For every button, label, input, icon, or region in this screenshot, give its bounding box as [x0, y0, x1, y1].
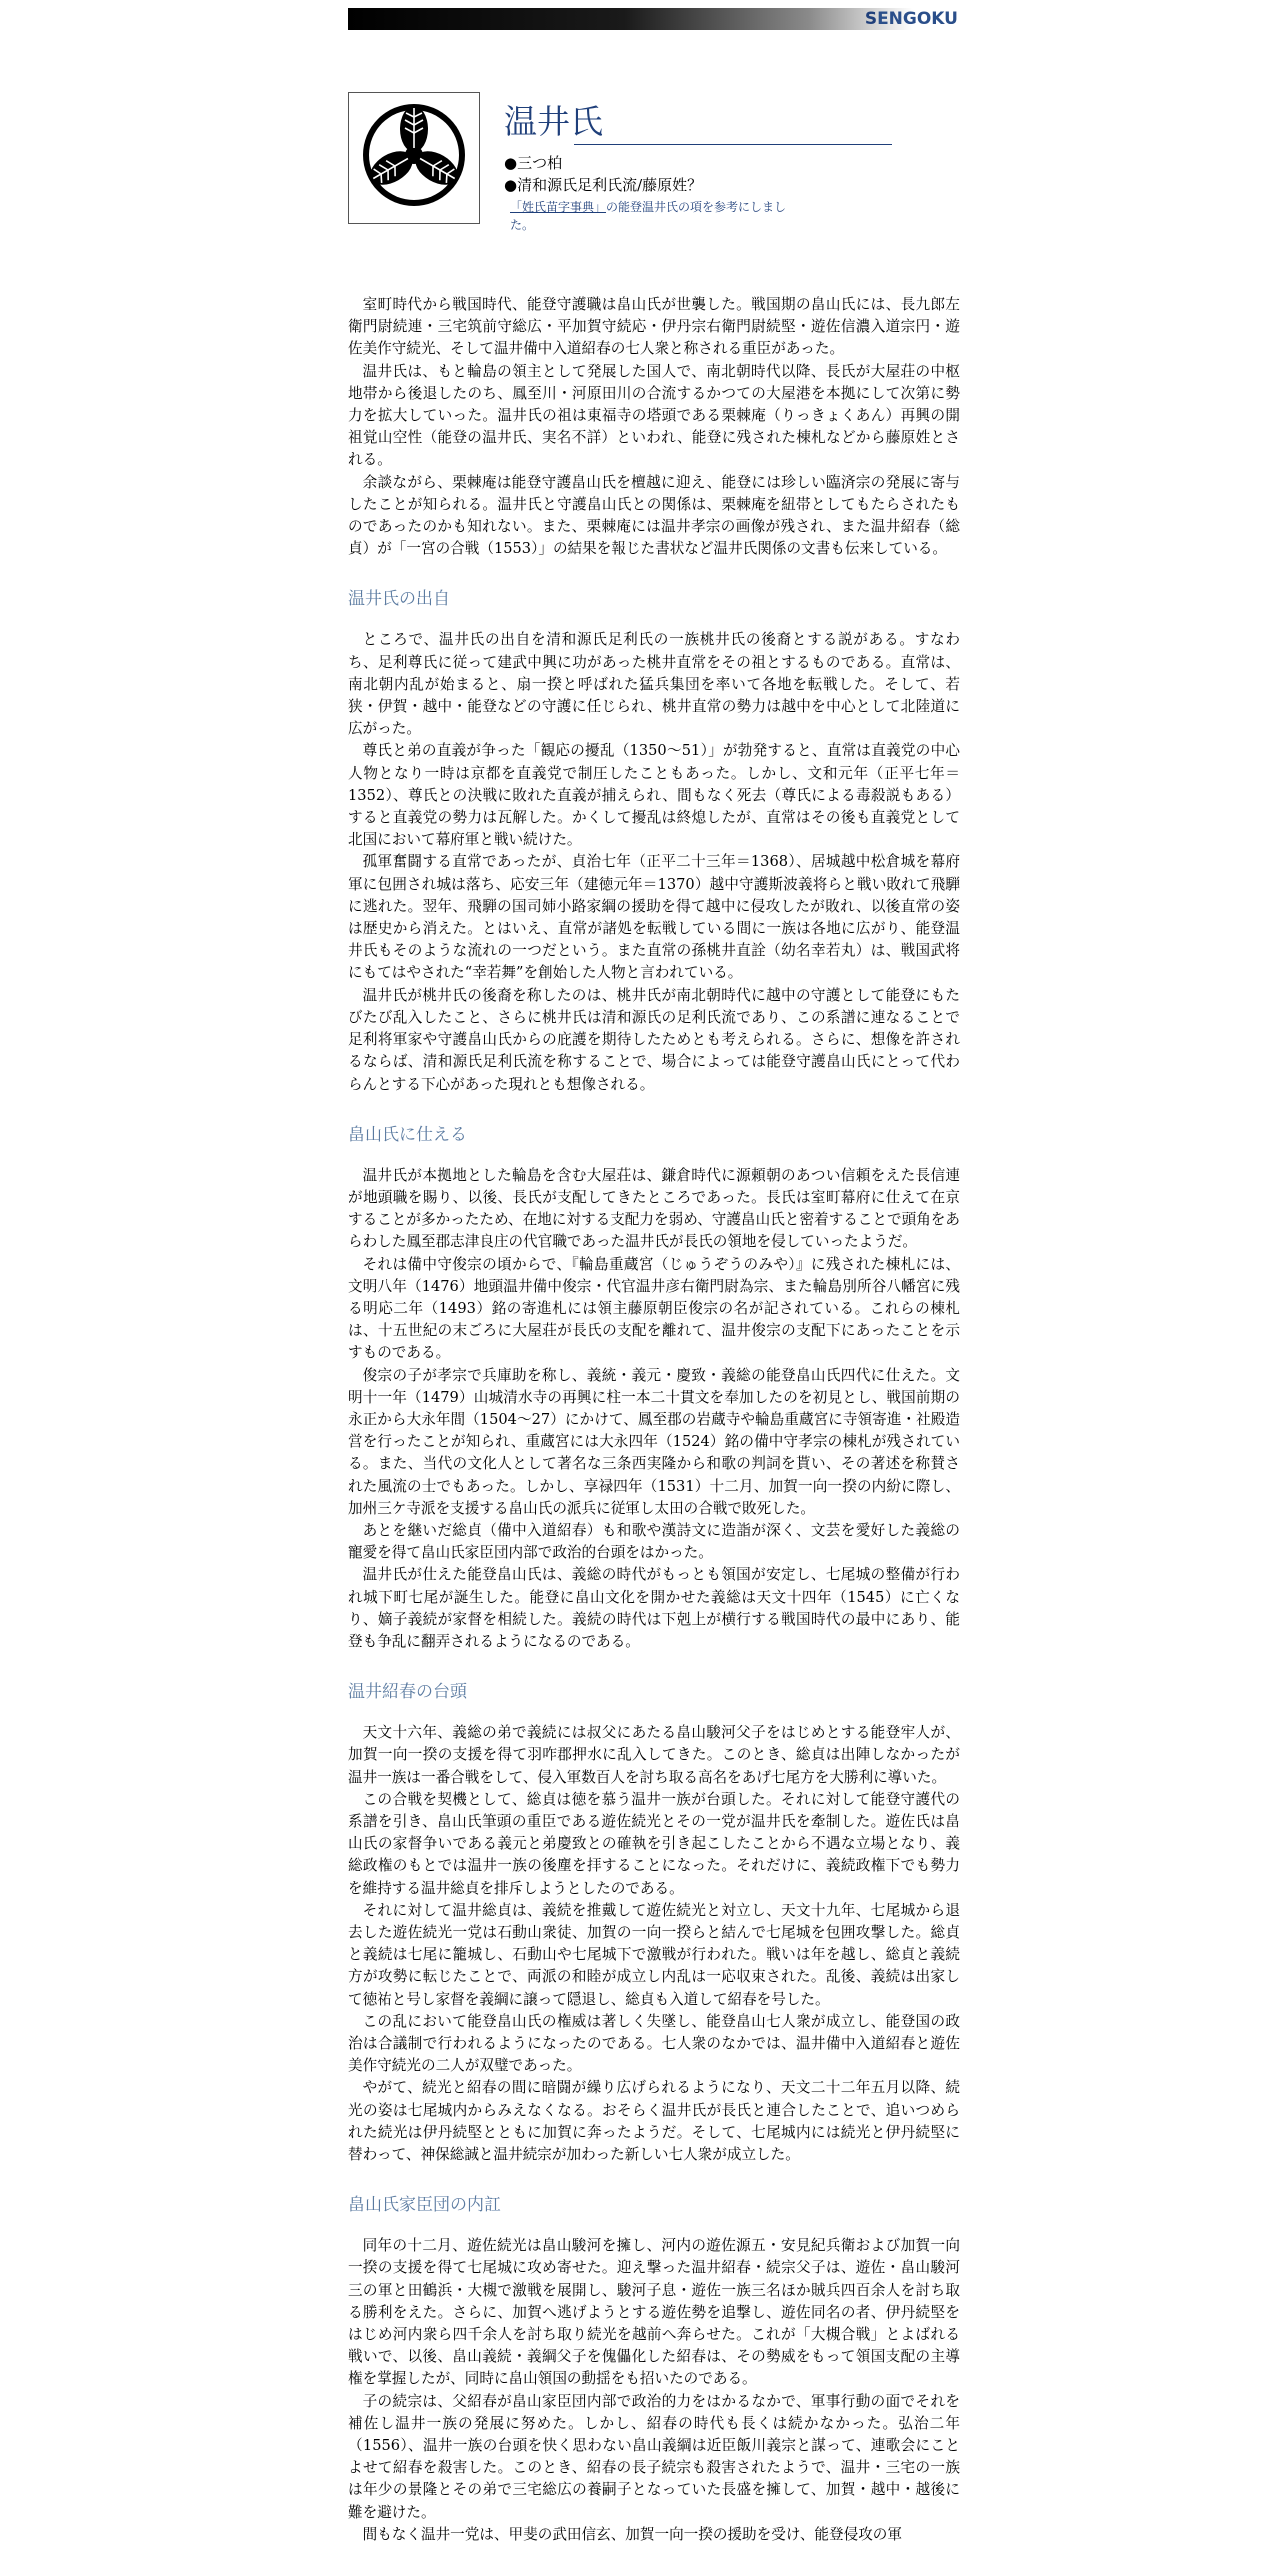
article-paragraph: 子の続宗は、父紹春が畠山家臣団内部で政治的力をはかるなかで、軍事行動の面でそれを補佐し温井一族の発展に努めた。しかし、紹春の時代も長くは続かなかった。弘治二年（1556）、温井一族の台頭を快く思わない畠山義綱は近臣飯川義宗と謀って、連歌会にことよせて紹春を殺害した。このとき、紹春の長子続宗も殺害されたようで、温井・三宅の一族は年少の景隆とその弟で三宅総広の養嗣子となっていた長盛を擁して、加賀・越中・越後に難を避けた。 — [348, 2392, 960, 2521]
page-title: 温井氏 — [504, 102, 603, 141]
logo-initial: S — [864, 9, 878, 29]
section-heading: 畠山氏家臣団の内訌 — [348, 2195, 501, 2216]
article-paragraph: 温井氏が本拠地とした輪島を含む大屋荘は、鎌倉時代に源頼朝のあつい信頼をえた長信連が地頭職を賜り、以後、長氏が支配してきたところであった。長氏は室町幕府に仕えて在京することが多かったため、在地に対する支配力を弱め、守護畠山氏と密着することで頭角をあらわした鳳至郡志津良庄の代官職であった温井氏が長氏の領地を侵していったようだ。 — [348, 1166, 960, 1251]
sengoku-logo[interactable] — [865, 8, 958, 30]
mitsu-gashiwa-crest-icon — [348, 92, 480, 224]
section-heading: 温井氏の出自 — [348, 589, 450, 610]
article-body — [344, 294, 964, 2546]
section-heading: 温井紹春の台頭 — [348, 1682, 467, 1703]
article-paragraph: 室町時代から戦国時代、能登守護職は畠山氏が世襲した。戦国期の畠山氏には、長九郎左衛門尉続連・三宅筑前守総広・平加賀守続応・伊丹宗右衛門尉続堅・遊佐信濃入道宗円・遊佐美作守続光、そして温井備中入道紹春の七人衆と称される重臣があった。 — [348, 296, 960, 358]
article-paragraph: ところで、温井氏の出自を清和源氏足利氏の一族桃井氏の後裔とする説がある。すなわち、足利尊氏に従って建武中興に功があった桃井直常をその祖とするものである。直常は、南北朝内乱が始まると、扇一揆と呼ばれた猛兵集団を率いて各地を転戦した。そして、若狭・伊賀・越中・能登などの守護に任じられ、桃井直常の勢力は越中を中心として北陸道に広がった。 — [348, 631, 960, 738]
page — [344, 0, 964, 2546]
article-paragraph: 天文十六年、義総の弟で義続には叔父にあたる畠山駿河父子をはじめとする能登牢人が、加賀一向一揆の支援を得て羽咋郡押水に乱入してきた。このとき、総貞は出陣しなかったが温井一族は一番合戦をして、侵入軍数百人を討ち取る高名をあげ七尾方を大勝利に導いた。 — [348, 1724, 960, 1786]
article-paragraph: 間もなく温井一党は、甲斐の武田信玄、加賀一向一揆の援助を受け、能登侵攻の軍 — [362, 2525, 902, 2543]
article-paragraph: 同年の十二月、遊佐続光は畠山駿河を擁し、河内の遊佐源五・安見紀兵衛および加賀一向一揆の支援を得て七尾城に攻め寄せた。迎え撃った温井紹春・続宗父子は、遊佐・畠山駿河三の軍と田鶴浜・大槻で激戦を展開し、駿河子息・遊佐一族三名ほか賊兵四百余人を討ち取る勝利をえた。さらに、加賀へ逃げようとする遊佐勢を追撃し、遊佐同名の者、伊丹続堅をはじめ河内衆ら四千余人を討ち取り続光を越前へ奔らせた。これが「大槻合戦」とよばれる戦いで、以後、畠山義続・義綱父子を傀儡化した紹春は、その勢威をもって領国支配の主導権を掌握したが、同時に畠山領国の動揺をも招いたのである。 — [348, 2237, 960, 2388]
title-underline — [574, 144, 892, 145]
article-paragraph: 尊氏と弟の直義が争った「観応の擾乱（1350～51）」が勃発すると、直常は直義党の中心人物となり一時は京都を直義党で制圧したこともあった。しかし、文和元年（正平七年＝1352）、尊氏との決戦に敗れた直義が捕えられ、間もなく死去（尊氏による毒殺説もある）すると直義党の勢力は瓦解した。かくして擾乱は終熄したが、直常はその後も直義党として北国において幕府軍と戦い続けた。 — [348, 742, 960, 849]
article-paragraph: 温井氏が桃井氏の後裔を称したのは、桃井氏が南北朝時代に越中の守護として能登にもたびたび乱入したこと、さらに桃井氏は清和源氏の足利氏流であり、この系譜に連なることで足利将軍家や守護畠山氏からの庇護を期待したためとも考えられる。さらに、想像を許されるならば、清和源氏足利氏流を称することで、場合によっては能登守護畠山氏にとって代わらんとする下心があった現れとも想像される。 — [348, 986, 960, 1093]
lineage: ●清和源氏足利氏流/藤原姓？ — [504, 176, 703, 194]
article-paragraph: この合戦を契機として、総貞は徳を慕う温井一族が台頭した。それに対して能登守護代の系譜を引き、畠山氏筆頭の重臣である遊佐続光とその一党が温井氏を牽制した。遊佐氏は畠山氏の家督争いである義元と弟慶致との確執を引き起こしたことから不遇な立場となり、義総政権のもとでは温井一族の後塵を拝することになった。それだけに、義続政権下でも勢力を維持する温井総貞を排斥しようとしたのである。 — [348, 1790, 960, 1897]
logo-rest: ENGOKU — [877, 9, 958, 29]
article-paragraph: やがて、続光と紹春の間に暗闘が繰り広げられるようになり、天文二十二年五月以降、続光の姿は七尾城内からみえなくなる。おそらく温井氏が長氏と連合したことで、追いつめられた続光は伊丹続堅とともに加賀に奔ったようだ。そして、七尾城内には続光と伊丹続堅に替わって、神保総誠と温井続宗が加わった新しい七人衆が成立した。 — [348, 2079, 960, 2164]
article-paragraph: この乱において能登畠山氏の権威は著しく失墜し、能登畠山七人衆が成立し、能登国の政治は合議制で行われるようになったのである。七人衆のなかでは、温井備中入道紹春と遊佐美作守続光の二人が双璧であった。 — [348, 2012, 960, 2075]
reference-note-text: の能登温井氏の項を参考にしました。 — [510, 200, 787, 232]
article-paragraph: それに対して温井総貞は、義続を推戴して遊佐続光と対立し、天文十九年、七尾城から退去した遊佐続光一党は石動山衆徒、加賀の一向一揆らと結んで七尾城を包囲攻撃した。総貞と義続は七尾に籠城し、石動山や七尾城下で激戦が行われた。戦いは年を越し、総貞と義続方が攻勢に転じたことで、両派の和睦が成立し内乱は一応収束された。乱後、義続は出家して徳祐と号し家督を義綱に譲って隠退し、総貞も入道して紹春を号した。 — [348, 1901, 960, 2008]
site-banner — [348, 8, 962, 30]
reference-link[interactable]: 「姓氏苗字事典」 — [510, 200, 607, 214]
article-paragraph: あとを継いだ総貞（備中入道紹春）も和歌や漢詩文に造詣が深く、文芸を愛好した義総の寵愛を得て畠山氏家臣団内部で政治的台頭をはかった。 — [348, 1521, 960, 1562]
article-paragraph: 孤軍奮闘する直常であったが、貞治七年（正平二十三年＝1368）、居城越中松倉城を幕府軍に包囲され城は落ち、応安三年（建徳元年＝1370）越中守護斯波義将らと戦い敗れて飛騨に逃れた。翌年、飛騨の国司姉小路家綱の援助を得て越中に侵攻したが敗れ、以後直常の姿は歴史から消えた。とはいえ、直常が諸処を転戦している間に一族は各地に広がり、能登温井氏もそのような流れの一つだという。また直常の孫桃井直詮（幼名幸若丸）は、戦国武将にもてはやされた“幸若舞”を創始した人物と言われている。 — [348, 853, 960, 982]
article-paragraph: 余談ながら、栗棘庵は能登守護畠山氏を檀越に迎え、能登には珍しい臨済宗の発展に寄与したことが知られる。温井氏と守護畠山氏との関係は、栗棘庵を紐帯としてもたらされたものであったのかも知れない。また、栗棘庵には温井孝宗の画像が残され、また温井紹春（総貞）が「一宮の合戦（1553）」の結果を報じた書状など温井氏関係の文書も伝来している。 — [348, 473, 960, 558]
article-paragraph: それは備中守俊宗の頃からで、『輪島重蔵宮（じゅうぞうのみや）』に残された棟札には、文明八年（1476）地頭温井備中俊宗・代官温井彦右衛門尉為宗、また輪島別所谷八幡宮に残る明応二年（1493）銘の寄進札には領主藤原朝臣俊宗の名が記されている。これらの棟札は、十五世紀の末ごろに大屋荘が長氏の支配を離れて、温井俊宗の支配下にあったことを示すものである。 — [348, 1255, 960, 1362]
article-paragraph: 温井氏は、もと輪島の領主として発展した国人で、南北朝時代以降、長氏が大屋荘の中枢地帯から後退したのち、鳳至川・河原田川の合流するかつての大屋港を本拠にして次第に勢力を拡大していった。温井氏の祖は東福寺の塔頭である栗棘庵（りっきょくあん）再興の開祖覚山空性（能登の温井氏、実名不詳）といわれ、能登に残された棟札などから藤原姓とされる。 — [348, 362, 960, 469]
clan-header — [344, 92, 964, 242]
crest-name: ●三つ柏 — [504, 154, 563, 172]
article-paragraph: 俊宗の子が孝宗で兵庫助を称し、義統・義元・慶致・義総の能登畠山氏四代に仕えた。文明十一年（1479）山城清水寺の再興に柱一本二十貫文を奉加したのを初見とし、戦国前期の永正から大永年間（1504～27）にかけて、鳳至郡の岩蔵寺や輪島重蔵宮に寺領寄進・社殿造営を行ったことが知られ、重蔵宮には大永四年（1524）銘の備中守孝宗の棟札が残されている。また、当代の文化人として著名な三条西実隆から和歌の判詞を貰い、その著述を称賛された風流の士でもあった。しかし、享禄四年（1531）十二月、加賀一向一揆の内紛に際し、加州三ケ寺派を支援する畠山氏の派兵に従軍し太田の合戦で敗死した。 — [348, 1366, 960, 1517]
section-heading: 畠山氏に仕える — [348, 1124, 467, 1145]
article-paragraph: 温井氏が仕えた能登畠山氏は、義総の時代がもっとも領国が安定し、七尾城の整備が行われ城下町七尾が誕生した。能登に畠山文化を開かせた義総は天文十四年（1545）に亡くなり、嫡子義続が家督を相続した。義続の時代は下剋上が横行する戦国時代の最中にあり、能登も争乱に翻弄されるようになるのである。 — [348, 1566, 960, 1650]
clan-meta — [504, 152, 804, 234]
reference-note — [504, 198, 804, 234]
